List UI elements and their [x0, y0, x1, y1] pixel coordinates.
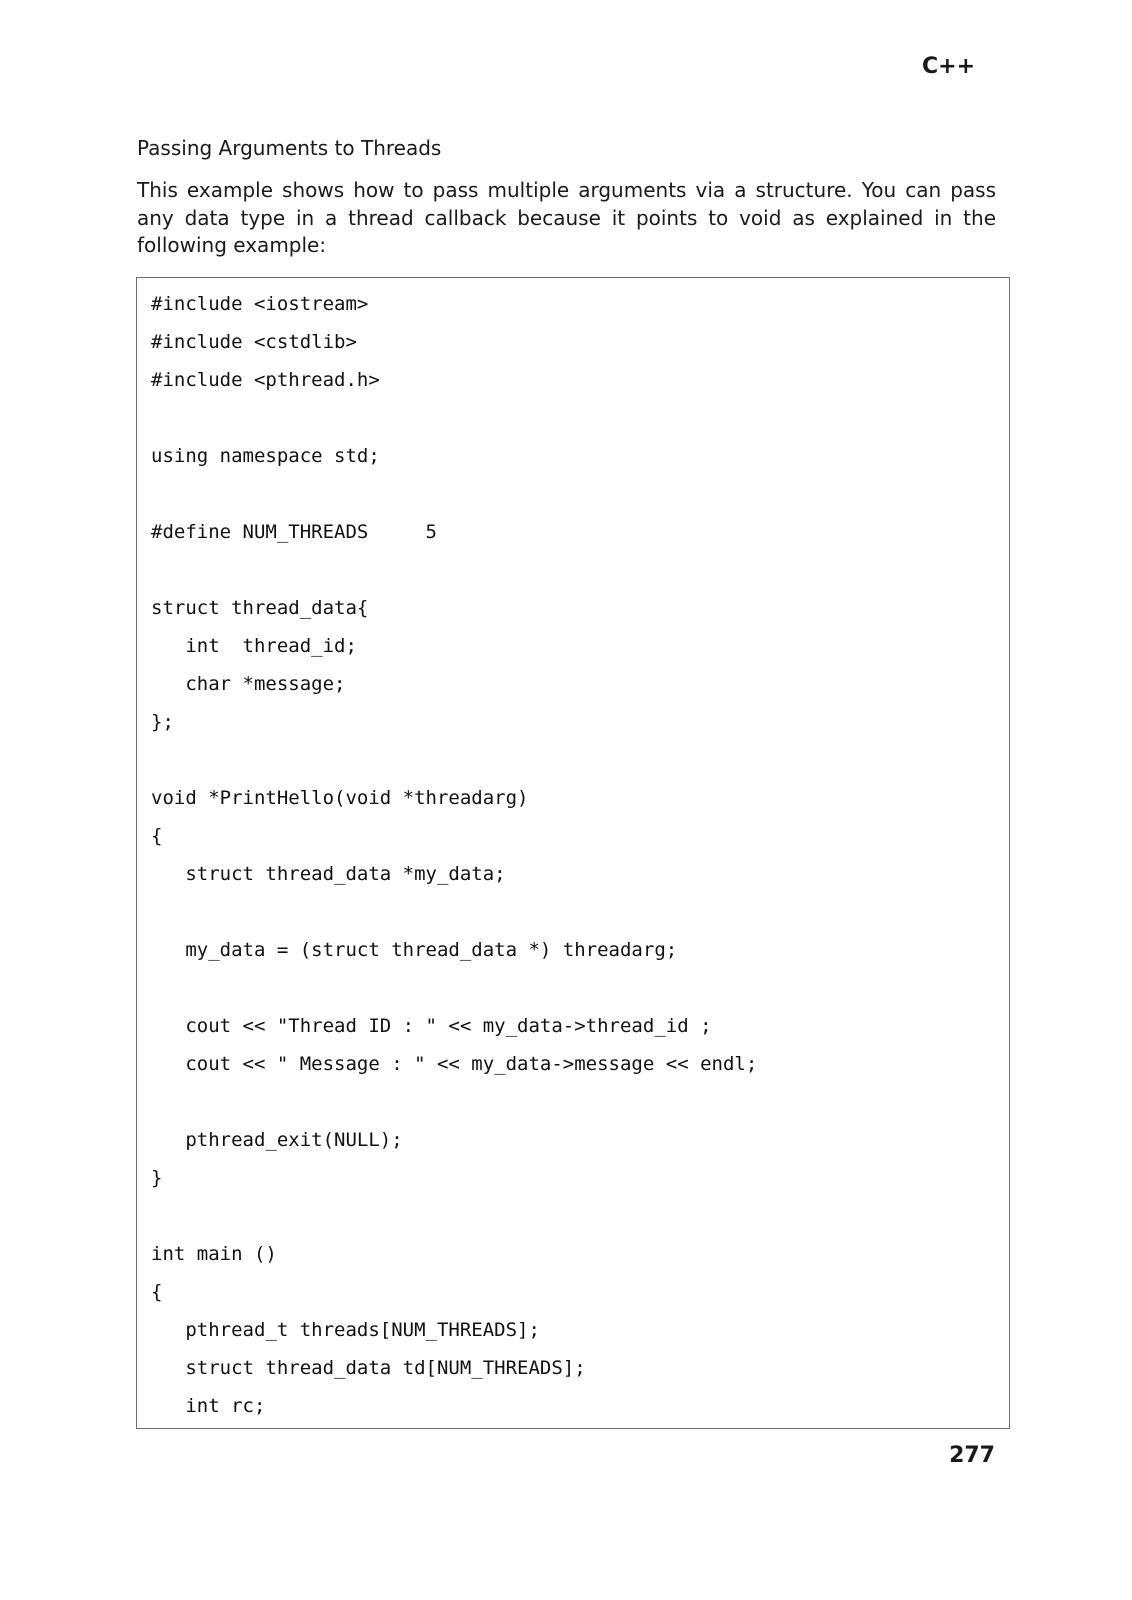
code-line: cout << "Thread ID : " << my_data->thread_id ;: [151, 1015, 712, 1037]
code-line: char *message;: [151, 673, 346, 695]
intro-paragraph: This example shows how to pass multiple arguments via a structure. You can pass any data type in a thread callback because it points to void as explained in the following example:: [137, 178, 996, 257]
code-line: #include <iostream>: [151, 293, 369, 315]
code-line: void *PrintHello(void *threadarg): [151, 787, 529, 809]
code-line: #include <cstdlib>: [151, 331, 357, 353]
code-line: [151, 1083, 757, 1121]
code-line: }: [151, 1167, 163, 1189]
header-title: C++: [921, 54, 975, 79]
code-line: {: [151, 1281, 163, 1303]
code-line: pthread_exit(NULL);: [151, 1129, 403, 1151]
code-line: {: [151, 825, 163, 847]
code-line: int thread_id;: [151, 635, 357, 657]
code-line: [151, 399, 757, 437]
code-line: pthread_t threads[NUM_THREADS];: [151, 1319, 540, 1341]
code-line: my_data = (struct thread_data *) threadarg;: [151, 939, 678, 961]
code-listing: [151, 285, 757, 1425]
code-line: #include <pthread.h>: [151, 369, 380, 391]
code-line: [151, 1197, 757, 1235]
code-line: [151, 893, 757, 931]
code-line: cout << " Message : " << my_data->message << endl;: [151, 1053, 758, 1075]
code-line: #define NUM_THREADS 5: [151, 521, 437, 543]
code-line: struct thread_data td[NUM_THREADS];: [151, 1357, 586, 1379]
code-line: [151, 551, 757, 589]
code-line: };: [151, 711, 174, 733]
code-line: struct thread_data{: [151, 597, 369, 619]
code-line: [151, 475, 757, 513]
section-title: Passing Arguments to Threads: [137, 136, 442, 160]
code-line: struct thread_data *my_data;: [151, 863, 506, 885]
code-line: [151, 741, 757, 779]
code-line: using namespace std;: [151, 445, 380, 467]
code-line: int main (): [151, 1243, 277, 1265]
code-block: [136, 277, 1010, 1429]
code-line: int rc;: [151, 1395, 266, 1417]
code-line: [151, 969, 757, 1007]
page-number: 277: [949, 1443, 995, 1468]
